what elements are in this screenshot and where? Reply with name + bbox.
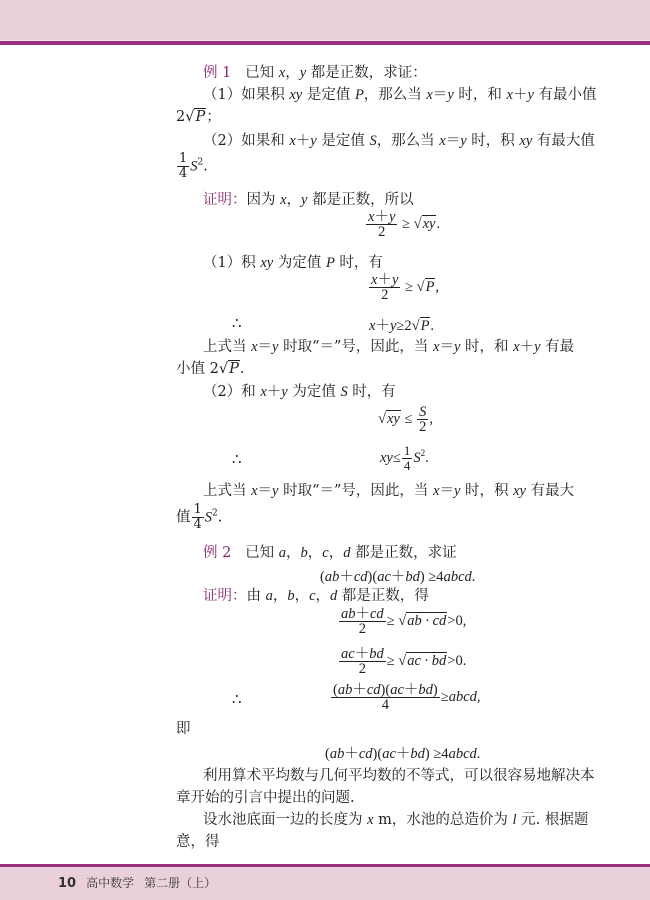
example1-statement: 已知 x，y 都是正数，求证： (245, 65, 427, 81)
closing-para1-cont: 章开始的引言中提出的问题. (176, 790, 355, 806)
example2-eq3: $\frac{(ab+cd)(ac+bd)}{4}$ ≥abcd, (333, 682, 481, 713)
example2-proof-intro: 证明：由 a，b，c，d 都是正数，得 (203, 588, 429, 604)
example1-part1-cont: 2√P； (176, 109, 221, 125)
example2-eq1: $\frac{ab+cd}{2}$ ≥ √ab · cd>0, (341, 606, 467, 637)
example2-label: 例 2 (203, 545, 232, 561)
therefore-symbol: ∴ (232, 450, 242, 468)
example2-ji: 即 (176, 721, 191, 737)
example1-eq4: √xy ≤ $\frac{S}{2}$ , (378, 404, 433, 435)
volume-label: 第二册（上） (144, 876, 217, 890)
example2-heading (203, 544, 457, 562)
example1-part2-cont: $\frac{1}{4}$ $S^2$. (179, 151, 208, 181)
book-title: 高中数学 (86, 876, 135, 890)
example1-conclusion2-cont: 值 $\frac{1}{4}$ $S^2$. (176, 502, 223, 532)
example2-proof-label: 证明： (203, 588, 247, 604)
footer (58, 874, 216, 891)
example2-eq2: $\frac{ac+bd}{2}$ ≥ √ac · bd>0. (341, 646, 467, 677)
example2-claim: (ab＋cd)(ac＋bd) ≥4abcd. (320, 569, 476, 585)
example1-conclusion2: 上式当 x＝y 时取“＝”号，因此，当 x＝y 时，积 xy 有最大 (203, 483, 575, 499)
therefore-symbol: ∴ (232, 690, 242, 708)
example1-part1: （1）如果积 xy 是定值 P，那么当 x＝y 时，和 x＋y 有最小值 (203, 87, 597, 103)
example1-case1-intro: （1）积 xy 为定值 P 时，有 (203, 255, 383, 271)
therefore-symbol: ∴ (232, 314, 242, 332)
example1-part2: （2）如果和 x＋y 是定值 S，那么当 x＝y 时，积 xy 有最大值 (203, 133, 595, 149)
example1-eq2: $\frac{x+y}{2}$ ≥ √P, (371, 272, 440, 303)
example1-proof-intro: 证明：因为 x，y 都是正数，所以 (203, 192, 414, 208)
example1-case2-intro: （2）和 x＋y 为定值 S 时，有 (203, 384, 396, 400)
closing-para2: 设水池底面一边的长度为 x m，水池的总造价为 l 元. 根据题 (203, 812, 589, 828)
example2-statement: 已知 a，b，c，d 都是正数，求证 (245, 545, 457, 561)
closing-para2-cont: 意，得 (176, 834, 220, 850)
example1-eq5: xy≤ $\frac{1}{4}$ $S^2$. (380, 443, 429, 473)
example1-eq1: $\frac{x+y}{2}$ ≥ √xy. (368, 209, 441, 240)
example1-label: 例 1 (203, 65, 232, 81)
page-number: 10 (58, 876, 77, 891)
header-band (0, 0, 650, 41)
example1-eq3: x＋y≥2√P. (369, 318, 435, 334)
header-rule (0, 41, 650, 45)
example2-eq4: (ab＋cd)(ac＋bd) ≥4abcd. (325, 746, 481, 762)
closing-para1: 利用算术平均数与几何平均数的不等式，可以很容易地解决本 (203, 768, 595, 784)
example1-heading (203, 64, 427, 82)
example1-conclusion1-cont: 小值 2√P. (176, 361, 245, 377)
example1-proof-label: 证明： (203, 192, 247, 208)
example1-conclusion1: 上式当 x＝y 时取“＝”号，因此，当 x＝y 时，和 x＋y 有最 (203, 339, 575, 355)
